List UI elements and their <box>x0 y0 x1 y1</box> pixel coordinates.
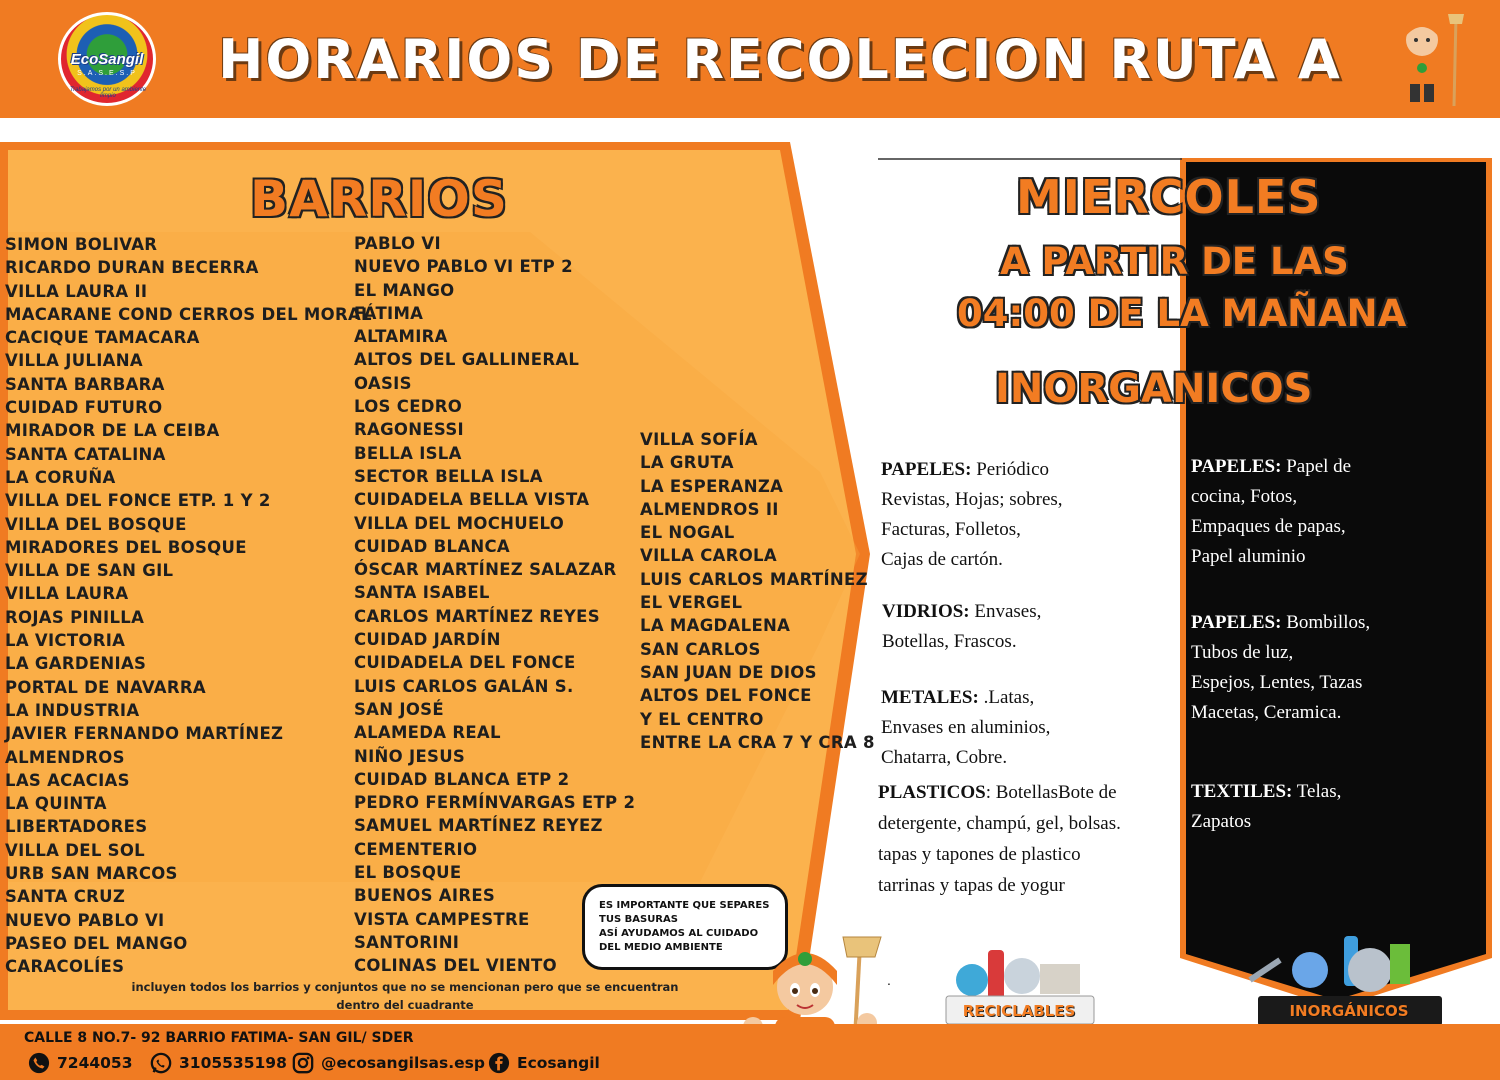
inorganicos-papeles-2 <box>1191 608 1481 728</box>
schedule-category: INORGANICOS <box>995 366 1313 412</box>
logo-sub: S.A.S.E.S.P <box>77 70 137 77</box>
phone-icon <box>28 1052 50 1074</box>
barrio-item: NUEVO PABLO VI ETP 2 <box>354 257 573 277</box>
barrio-item: SIMON BOLIVAR <box>5 235 158 254</box>
barrio-item: SECTOR BELLA ISLA <box>354 466 543 486</box>
ecosangil-logo <box>58 12 156 106</box>
barrios-column-2 <box>354 232 635 978</box>
barrio-item: CUIDAD BLANCA ETP 2 <box>354 769 570 789</box>
barrio-item: LA GRUTA <box>640 453 734 473</box>
barrio-item: LUIS CARLOS MARTÍNEZ <box>640 569 868 589</box>
barrio-item: SANTA BARBARA <box>5 374 165 394</box>
facebook-icon <box>488 1052 510 1074</box>
barrio-item: OASIS <box>354 373 412 393</box>
schedule-day: MIERCOLES <box>1016 170 1322 224</box>
barrio-item: EL BOSQUE <box>354 863 462 883</box>
footer-facebook[interactable] <box>488 1052 600 1074</box>
stray-mark: . <box>887 972 891 988</box>
barrio-item: SANTA ISABEL <box>354 583 490 603</box>
barrio-item: LA INDUSTRIA <box>5 700 140 720</box>
barrio-item: ROJAS PINILLA <box>5 607 145 627</box>
barrio-item: FÁTIMA <box>354 303 424 323</box>
barrio-item: VILLA DE SAN GIL <box>5 561 174 581</box>
barrio-item: LAS ACACIAS <box>5 770 130 790</box>
barrio-item: LA MAGDALENA <box>640 616 791 636</box>
barrio-item: CUIDAD FUTURO <box>5 398 163 418</box>
barrio-item: VISTA CAMPESTRE <box>354 909 530 929</box>
barrio-item: ALMENDROS II <box>640 499 779 519</box>
barrio-item: ALMENDROS <box>5 747 125 767</box>
barrio-item: NUEVO PABLO VI <box>5 910 165 930</box>
reciclables-plasticos-text: : BotellasBote de detergente, champú, gel, bolsas. tapas y tapones de plastico tarrinas y tapas de yogur <box>878 782 1121 896</box>
barrios-column-1 <box>5 233 372 979</box>
mascot-icon <box>1388 10 1468 114</box>
reciclables-plasticos-label: PLASTICOS <box>878 782 986 803</box>
barrio-item: VILLA DEL MOCHUELO <box>354 513 565 533</box>
bin-label-inorganicos: INORGÁNICOS <box>1289 1002 1409 1020</box>
barrios-note: incluyen todos los barrios y conjuntos que no se mencionan pero que se encuentran dentro del cuadrante <box>131 980 679 1012</box>
barrios-column-3 <box>640 428 875 754</box>
barrio-item: CARLOS MARTÍNEZ REYES <box>354 606 600 626</box>
barrio-item: ALTOS DEL FONCE <box>640 686 812 706</box>
barrio-item: SANTORINI <box>354 932 460 952</box>
barrio-item: RICARDO DURAN BECERRA <box>5 258 259 278</box>
barrio-item: LOS CEDRO <box>354 397 463 417</box>
barrio-item: MIRADORES DEL BOSQUE <box>5 537 247 557</box>
barrio-item: LA ESPERANZA <box>640 476 784 496</box>
barrio-item: VILLA DEL BOSQUE <box>5 514 187 534</box>
barrio-item: URB SAN MARCOS <box>5 864 178 884</box>
page-title: HORARIOS DE RECOLECION RUTA A <box>218 28 1342 91</box>
barrio-item: CACIQUE TAMACARA <box>5 328 200 348</box>
schedule-from-line-2: 04:00 DE LA MAÑANA <box>957 292 1407 335</box>
facebook-name: Ecosangil <box>517 1054 600 1072</box>
inorganicos-papeles-text: Papel de cocina, Fotos, Empaques de papas, Papel aluminio <box>1191 456 1352 567</box>
inorganicos-textiles <box>1191 777 1481 837</box>
barrio-item: PEDRO FERMÍNVARGAS ETP 2 <box>354 793 636 813</box>
barrio-item: NIÑO JESUS <box>354 746 466 766</box>
reciclables-vidrios-text: Envases, Botellas, Frascos. <box>882 601 1042 652</box>
barrio-item: ALTOS DEL GALLINERAL <box>354 350 580 370</box>
barrio-item: EL VERGEL <box>640 593 743 613</box>
barrio-item: VILLA SOFÍA <box>640 430 758 449</box>
barrio-item: SAN JOSÉ <box>354 699 444 719</box>
instagram-handle: @ecosangilsas.esp <box>321 1054 485 1072</box>
top-rule <box>878 155 1182 171</box>
barrio-item: VILLA CAROLA <box>640 546 777 566</box>
barrio-item: MIRADOR DE LA CEIBA <box>5 421 220 441</box>
reciclables-metales <box>881 683 1171 773</box>
header-divider <box>0 118 1500 122</box>
barrio-item: ÓSCAR MARTÍNEZ SALAZAR <box>354 560 617 580</box>
footer-whatsapp[interactable] <box>150 1052 287 1074</box>
barrio-item: CUIDADELA DEL FONCE <box>354 653 576 673</box>
footer-instagram[interactable] <box>292 1052 485 1074</box>
barrio-item: ALAMEDA REAL <box>354 723 501 743</box>
barrio-item: LIBERTADORES <box>5 817 148 837</box>
barrio-item: PORTAL DE NAVARRA <box>5 677 206 697</box>
barrio-item: PABLO VI <box>354 234 441 253</box>
inorganicos-panel-shape <box>1180 158 1492 1008</box>
reciclables-papeles <box>881 455 1171 575</box>
inorganicos-papeles-2-label: PAPELES: <box>1191 612 1282 633</box>
whatsapp-icon <box>150 1052 172 1074</box>
instagram-icon <box>292 1052 314 1074</box>
barrio-item: SAN JUAN DE DIOS <box>640 662 817 682</box>
barrio-item: CARACOLÍES <box>5 957 125 977</box>
barrio-item: Y EL CENTRO <box>640 709 764 729</box>
reciclables-metales-label: METALES: <box>881 687 979 708</box>
barrio-item: CUIDAD JARDÍN <box>354 630 501 650</box>
barrio-item: SAN CARLOS <box>640 639 761 659</box>
barrios-title: BARRIOS <box>250 170 508 228</box>
inorganicos-papeles-label: PAPELES: <box>1191 456 1282 477</box>
barrio-item: MACARANE COND CERROS DEL MORAL <box>5 304 372 324</box>
barrio-item: VILLA DEL FONCE ETP. 1 Y 2 <box>5 491 271 511</box>
barrio-item: LA CORUÑA <box>5 467 116 487</box>
barrio-item: CUIDADELA BELLA VISTA <box>354 490 590 510</box>
bin-label-reciclables: RECICLABLES <box>962 1002 1076 1020</box>
barrio-item: VILLA LAURA II <box>5 281 148 301</box>
reciclables-vidrios <box>882 597 1172 657</box>
barrio-item: BUENOS AIRES <box>354 886 496 906</box>
barrio-item: COLINAS DEL VIENTO <box>354 956 557 976</box>
reciclables-plasticos <box>878 777 1173 901</box>
reciclables-metales-text: .Latas, Envases en aluminios, Chatarra, Cobre. <box>881 687 1051 768</box>
whatsapp-number: 3105535198 <box>179 1054 287 1072</box>
barrio-item: LA VICTORIA <box>5 631 126 651</box>
barrio-item: EL NOGAL <box>640 523 735 543</box>
phone-number: 7244053 <box>57 1054 133 1072</box>
barrio-item: VILLA LAURA <box>5 584 129 604</box>
footer-phone[interactable] <box>28 1052 133 1074</box>
barrio-item: RAGONESSI <box>354 420 464 440</box>
barrio-item: EL MANGO <box>354 280 455 300</box>
inorganicos-papeles <box>1191 452 1481 572</box>
inorganicos-papeles-2-text: Bombillos, Tubos de luz, Espejos, Lentes, Tazas Macetas, Ceramica. <box>1191 612 1371 723</box>
barrio-item: CUIDAD BLANCA <box>354 536 511 556</box>
barrio-item: SANTA CATALINA <box>5 444 166 464</box>
logo-tagline: Trabajamos por un ambiente limpio <box>69 87 147 99</box>
reciclables-papeles-text: Periódico Revistas, Hojas; sobres, Facturas, Folletos, Cajas de cartón. <box>881 459 1063 570</box>
barrio-item: BELLA ISLA <box>354 443 462 463</box>
speech-bubble-text: ES IMPORTANTE QUE SEPARES TUS BASURAS ASÍ AYUDAMOS AL CUIDADO DEL MEDIO AMBIENTE <box>599 900 770 953</box>
reciclables-vidrios-label: VIDRIOS: <box>882 601 970 622</box>
footer-address: CALLE 8 NO.7- 92 BARRIO FATIMA- SAN GIL/ SDER <box>24 1030 414 1046</box>
barrio-item: VILLA DEL SOL <box>5 840 146 860</box>
logo-name: EcoSangil <box>70 51 144 68</box>
barrio-item: LA GARDENIAS <box>5 654 147 674</box>
barrio-item: VILLA JULIANA <box>5 351 143 371</box>
barrio-item: JAVIER FERNANDO MARTÍNEZ <box>5 724 284 744</box>
barrio-item: LA QUINTA <box>5 794 107 814</box>
barrio-item: PASEO DEL MANGO <box>5 933 188 953</box>
barrio-item: SANTA CRUZ <box>5 887 126 907</box>
barrio-item: LUIS CARLOS GALÁN S. <box>354 676 574 696</box>
barrio-item: CEMENTERIO <box>354 839 478 859</box>
reciclables-papeles-label: PAPELES: <box>881 459 972 480</box>
inorganicos-textiles-label: TEXTILES: <box>1191 781 1293 802</box>
barrio-item: ALTAMIRA <box>354 327 448 347</box>
barrio-item: ENTRE LA CRA 7 Y CRA 8 <box>640 732 875 752</box>
schedule-from-line-1: A PARTIR DE LAS <box>1000 240 1349 283</box>
inorganicos-textiles-text: Telas, Zapatos <box>1191 781 1342 832</box>
barrio-item: SAMUEL MARTÍNEZ REYEZ <box>354 816 603 836</box>
